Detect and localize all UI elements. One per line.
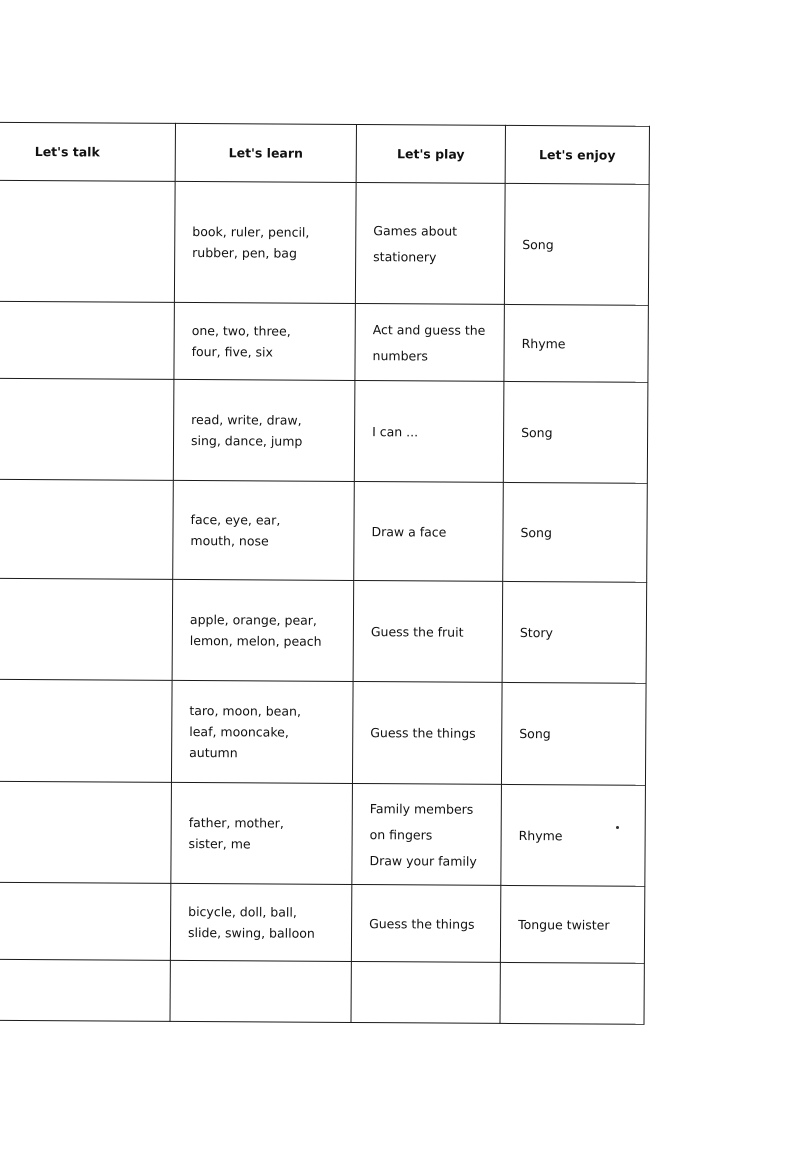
- table-row: [0, 299, 648, 382]
- cell-lets-enjoy: [500, 962, 644, 1024]
- cell-lets-enjoy: Song: [503, 381, 648, 483]
- cell-lets-learn: [170, 960, 351, 1022]
- play-line: Guess the things: [370, 725, 476, 741]
- play-line: on fingers: [369, 826, 433, 842]
- cell-lets-learn: [172, 579, 354, 681]
- cell-lets-talk: [0, 576, 173, 680]
- cell-lets-talk: [0, 957, 170, 1021]
- cell-lets-enjoy: Story: [502, 581, 647, 683]
- learn-line: leaf, mooncake,: [189, 724, 289, 740]
- learn-line: apple, orange, pear,: [189, 612, 317, 628]
- learn-line: slide, swing, balloon: [188, 924, 315, 941]
- learn-line: autumn: [189, 744, 238, 761]
- cell-lets-play: [354, 381, 504, 483]
- cell-lets-enjoy: Song: [501, 682, 646, 785]
- play-line: Guess the fruit: [370, 623, 464, 640]
- learn-line: four, five, six: [191, 344, 273, 360]
- scan-speck: [616, 826, 619, 829]
- play-line: Act and guess the: [372, 321, 486, 338]
- cell-lets-play: [352, 681, 502, 784]
- cell-lets-talk: [0, 779, 171, 883]
- cell-lets-learn: [171, 782, 353, 884]
- cell-lets-talk: [0, 677, 172, 782]
- cell-lets-enjoy: Tongue twister: [500, 885, 644, 963]
- cell-lets-talk: [0, 477, 173, 579]
- cell-lets-play: [354, 482, 504, 582]
- cell-lets-learn: [171, 680, 353, 783]
- header-row: [0, 121, 649, 185]
- cell-lets-talk: [0, 376, 174, 480]
- cell-lets-play: [355, 183, 505, 305]
- table-body: [0, 179, 649, 1025]
- table-row: [0, 779, 645, 886]
- cell-lets-learn: [173, 480, 355, 580]
- table-row: [0, 957, 644, 1024]
- header-lets-learn: Let's learn: [175, 123, 356, 182]
- cell-lets-learn: [174, 181, 356, 303]
- cell-lets-play: [355, 304, 504, 382]
- cell-lets-learn: [173, 379, 355, 481]
- play-line: Games about: [373, 222, 458, 239]
- play-line: Guess the things: [369, 915, 475, 932]
- header-lets-talk: Let's talk: [0, 121, 175, 182]
- cell-lets-learn: [170, 883, 351, 961]
- learn-line: mouth, nose: [190, 533, 269, 549]
- play-line: stationery: [373, 248, 437, 265]
- cell-lets-enjoy: Song: [503, 482, 648, 582]
- learn-line: taro, moon, bean,: [189, 703, 301, 719]
- learn-line: read, write, draw,: [191, 412, 302, 428]
- cell-lets-play: [352, 783, 502, 885]
- play-line: Draw a face: [371, 523, 447, 540]
- learn-line: bicycle, doll, ball,: [188, 903, 297, 920]
- learn-line: one, two, three,: [191, 323, 291, 339]
- table-header: [0, 121, 649, 185]
- learn-line: father, mother,: [188, 814, 284, 831]
- learn-line: face, eye, ear,: [190, 512, 281, 528]
- play-line: Draw your family: [369, 852, 477, 869]
- table-row: [0, 376, 648, 483]
- cell-lets-talk: [0, 299, 174, 379]
- play-line: Family members: [369, 800, 474, 817]
- syllabus-table-wrapper: [0, 120, 645, 1025]
- cell-lets-learn: [174, 302, 355, 380]
- cell-lets-enjoy: Song: [504, 183, 649, 305]
- learn-line: rubber, pen, bag: [192, 245, 297, 261]
- play-line: I can ...: [372, 423, 419, 439]
- cell-lets-enjoy: Rhyme: [501, 784, 646, 886]
- table-row: [0, 677, 646, 785]
- header-lets-enjoy: Let's enjoy: [505, 125, 649, 184]
- learn-line: book, ruler, pencil,: [192, 224, 310, 240]
- cell-lets-play: [351, 884, 500, 962]
- cell-lets-play: [353, 581, 503, 683]
- cell-lets-talk: [0, 179, 175, 303]
- cell-lets-enjoy: Rhyme: [504, 304, 648, 382]
- learn-line: lemon, melon, peach: [189, 633, 322, 649]
- cell-lets-play: [351, 961, 500, 1023]
- table-row: [0, 179, 649, 306]
- learn-line: sing, dance, jump: [191, 433, 303, 449]
- cell-lets-talk: [0, 880, 171, 960]
- table-row: [0, 880, 645, 963]
- learn-line: sister, me: [188, 835, 251, 852]
- play-line: numbers: [372, 347, 428, 363]
- syllabus-table: [0, 120, 650, 1025]
- header-lets-play: Let's play: [356, 125, 505, 184]
- table-row: [0, 477, 647, 582]
- table-row: [0, 576, 647, 683]
